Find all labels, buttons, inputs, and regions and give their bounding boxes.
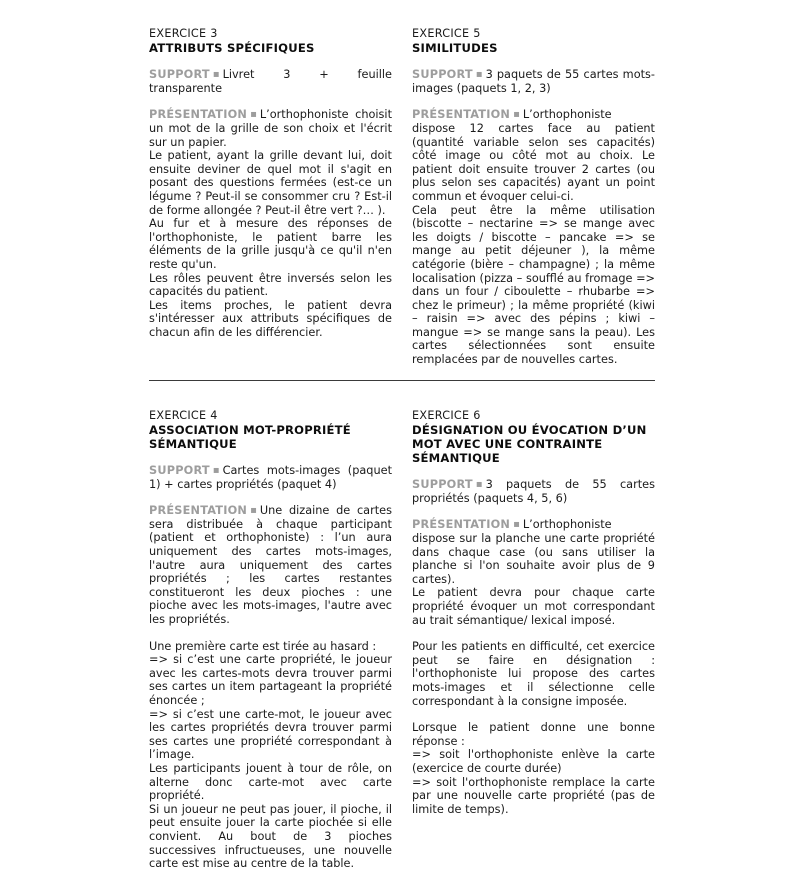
body-paragraph: Une première carte est tirée au hasard :: [149, 639, 377, 653]
exercise-block-exercice-3: [149, 27, 392, 339]
exercise-title: SIMILITUDES: [412, 41, 498, 55]
presentation-paragraph: [149, 108, 392, 149]
support-paragraph: [412, 478, 655, 505]
presentation-paragraph: [412, 518, 655, 586]
body-paragraph: => si c’est une carte propriété, le joueur avec les cartes-mots devra trouver parmi ses cartes un item partageant la propriété énoncée ;: [149, 653, 392, 707]
support-label: SUPPORT: [149, 68, 210, 82]
exercise-number: EXERCICE 4: [149, 408, 218, 422]
bullet-icon: ▪: [475, 68, 483, 80]
support-label: SUPPORT: [412, 478, 473, 492]
exercise-number: EXERCICE 5: [412, 27, 481, 40]
presentation-label: PRÉSENTATION: [149, 108, 248, 122]
support-paragraph: [149, 464, 392, 491]
body-paragraph: Cela peut être la même utilisation (biscotte – nectarine => se mange avec les doigts / biscotte – pancake => se mange au petit déjeuner ), la même catégorie (bière – champagne) ; la même localisation (pizza – soufflé au fromage => dans un four / ciboulette – rhubarbe => chez le primeur) ; la même propriété (kiwi – raisin => avec des pépins ; kiwi – mangue => se mange sans la peau). Les cartes sélectionnées sont ensuite remplacées par de nouvelles cartes.: [412, 203, 655, 367]
bullet-icon: ▪: [475, 478, 483, 490]
bullet-icon: ▪: [250, 108, 257, 120]
exercise-number: EXERCICE 6: [412, 408, 481, 422]
exercise-block-exercice-4: [149, 409, 392, 871]
exercise-block-exercice-6: [412, 409, 655, 817]
presentation-text: L’orthophoniste choisit un mot de la grille de son choix et l'écrit sur un papier.: [149, 108, 392, 149]
bullet-icon: ▪: [212, 68, 220, 80]
exercise-row-top: [149, 27, 655, 367]
body-paragraph: => si c’est une carte-mot, le joueur avec les cartes propriétés devra trouver parmi ses cartes une propriété correspondant à l’image.: [149, 707, 392, 762]
presentation-label: PRÉSENTATION: [149, 504, 248, 518]
presentation-text: L’orthophoniste dispose 12 cartes face au patient (quantité variable selon ses capacités) côté image ou côté mot au choix. Le patient doit ensuite trouver 2 cartes (ou plus selon ses capacités) ayant un point commun et évoquer celui-ci.: [412, 108, 655, 203]
bullet-icon: ▪: [250, 504, 257, 516]
presentation-label: PRÉSENTATION: [412, 108, 511, 122]
support-label: SUPPORT: [412, 68, 473, 82]
body-paragraph: Au fur et à mesure des réponses de l'orthophoniste, le patient barre les éléments de la grille jusqu'à ce qu'il n'en reste qu'un.: [149, 217, 392, 271]
support-text: Livret 3 + feuille transparente: [149, 68, 392, 95]
body-paragraph: Pour les patients en difficulté, cet exercice peut se faire en désignation : l'orthophoniste lui propose des cartes mots-images et il sélectionne celle correspondant à la consigne imposée.: [412, 640, 655, 708]
exercise-title: DÉSIGNATION OU ÉVOCATION D’UN MOT AVEC UNE CONTRAINTE SÉMANTIQUE: [412, 422, 647, 466]
body-paragraph: Le patient, ayant la grille devant lui, doit ensuite deviner de quel mot il s'agit en posant des questions fermées (est-ce un légume ? Peut-il se consommer cru ? Est-il de forme allongée ? Peut-il être vert ?… ).: [149, 149, 392, 217]
bullet-icon: ▪: [513, 518, 520, 530]
body-paragraph: Le patient devra pour chaque carte propriété évoquer un mot correspondant au trait sémantique/ lexical imposé.: [412, 586, 655, 627]
presentation-label: PRÉSENTATION: [412, 518, 511, 532]
support-paragraph: [149, 68, 392, 95]
exercise-title: ATTRIBUTS SPÉCIFIQUES: [149, 41, 315, 55]
exercise-title: ASSOCIATION MOT-PROPRIÉTÉ SÉMANTIQUE: [149, 422, 351, 451]
support-text: 3 paquets de 55 cartes mots-images (paquets 1, 2, 3): [412, 68, 655, 95]
exercise-block-exercice-5: [412, 27, 655, 367]
support-text: Cartes mots-images (paquet 1) + cartes propriétés (paquet 4): [149, 464, 392, 491]
exercise-row-bottom: [149, 409, 655, 871]
body-paragraph: => soit l'orthophoniste remplace la carte par une nouvelle carte propriété (pas de limite de temps).: [412, 775, 655, 816]
document-content: [149, 27, 655, 871]
divider-spacer-above: [149, 367, 655, 380]
support-label: SUPPORT: [149, 464, 210, 478]
body-paragraph: Les participants jouent à tour de rôle, on alterne donc carte-mot avec carte propriété.: [149, 761, 392, 803]
body-paragraph: Lorsque le patient donne une bonne réponse :: [412, 721, 655, 748]
presentation-text: L’orthophoniste dispose sur la planche une carte propriété dans chaque case (ou sans utiliser la planche si l'on souhaite avoir plus de 9 cartes).: [412, 518, 655, 586]
divider-spacer-below: [149, 381, 655, 409]
presentation-text: Une dizaine de cartes sera distribuée à chaque participant (patient et orthophoniste) : l’un aura uniquement des cartes mots-images, l'autre aura uniquement des cartes propriétés ; les cartes restantes constitueront les deux pioches : une pioche avec les mots-images, l'autre avec les propriétés.: [149, 504, 392, 627]
bullet-icon: ▪: [513, 108, 520, 120]
body-paragraph: Les items proches, le patient devra s'intéresser aux attributs spécifiques de chacun afin de les différencier.: [149, 298, 392, 339]
body-paragraph: Les rôles peuvent être inversés selon les capacités du patient.: [149, 271, 392, 299]
presentation-paragraph: [412, 108, 655, 203]
support-text: 3 paquets de 55 cartes propriétés (paquets 4, 5, 6): [412, 478, 655, 505]
body-paragraph: => soit l'orthophoniste enlève la carte (exercice de courte durée): [412, 748, 655, 775]
exercise-number: EXERCICE 3: [149, 27, 218, 40]
support-paragraph: [412, 68, 655, 95]
body-paragraph: Si un joueur ne peut pas jouer, il pioche, il peut ensuite jouer la carte piochée si elle convient. Au bout de 3 pioches successives infructueuses, une nouvelle carte est mise au centre de la table.: [149, 802, 392, 871]
bullet-icon: ▪: [212, 464, 220, 476]
presentation-paragraph: [149, 504, 392, 626]
